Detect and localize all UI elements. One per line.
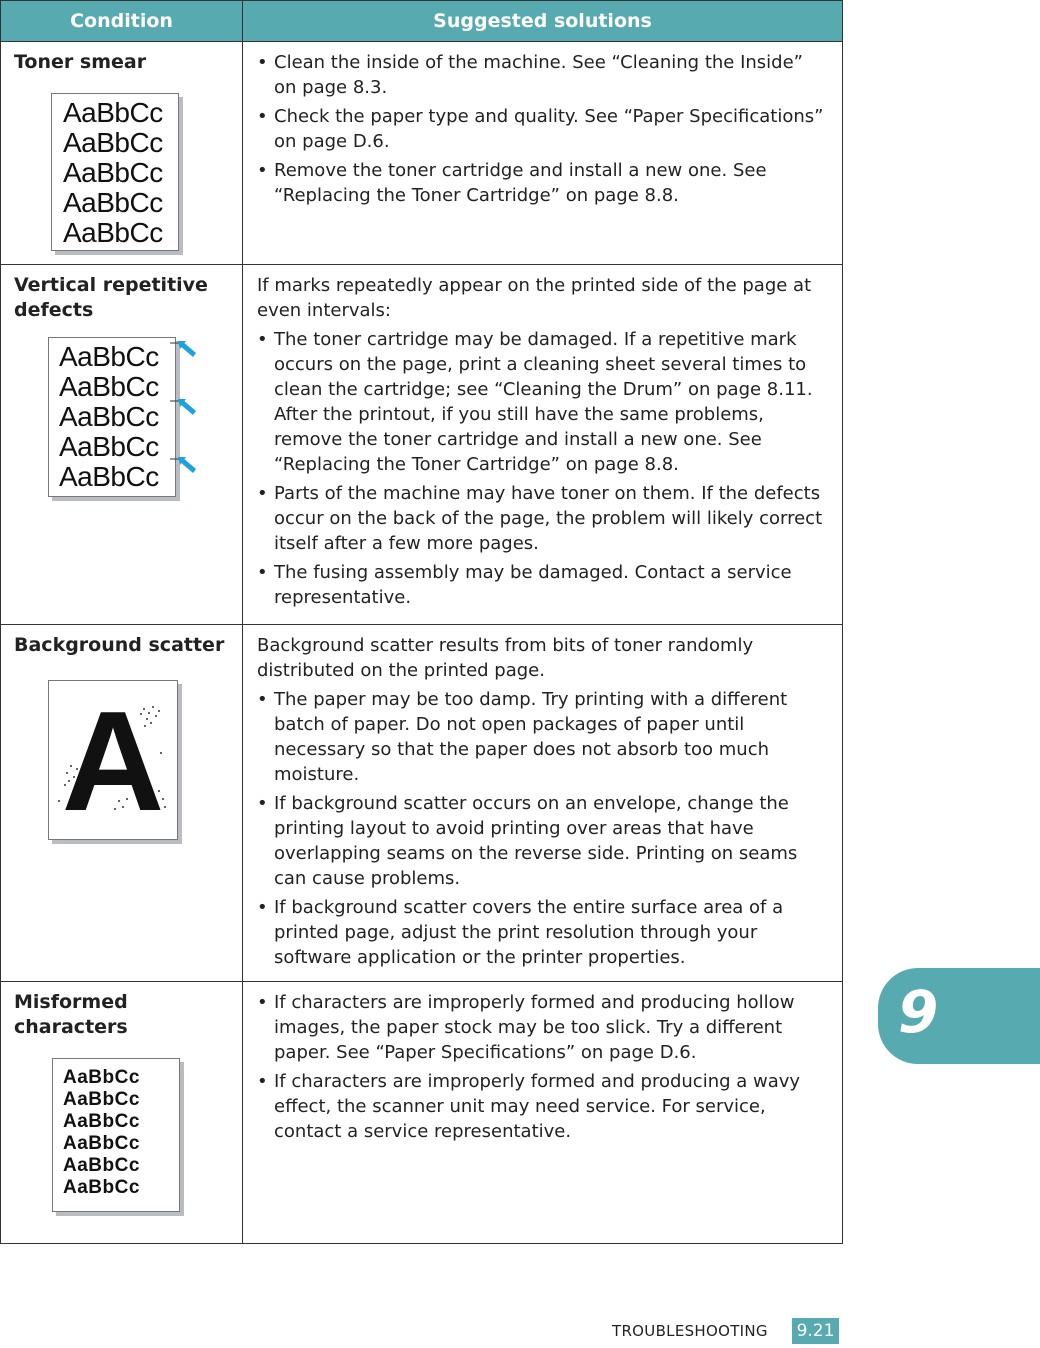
footer-page-number: 9.21	[792, 1318, 839, 1344]
solution-bullet: • If characters are improperly formed and producing a wavy effect, the scanner unit may need service. For service, contact a service representative.	[257, 1069, 830, 1144]
condition-title: Background scatter	[14, 634, 225, 656]
sample-line: AaBbCc	[63, 217, 163, 248]
solution-bullet: • The paper may be too damp. Try printing with a different batch of paper. Do not open packages of paper until necessary so that the paper does not absorb too much moisture.	[257, 687, 830, 787]
solutions-cell	[243, 625, 843, 982]
sample-line: AaBbCc	[63, 1133, 140, 1154]
sample-line: AaBbCc	[63, 157, 163, 188]
sample-line: AaBbCc	[59, 341, 159, 372]
solution-bullet: • If characters are improperly formed and producing hollow images, the paper stock may be too slick. Try a different paper. See “Paper Specifications” on page D.6.	[257, 990, 830, 1065]
table-row	[1, 265, 843, 625]
table-row	[1, 625, 843, 982]
condition-title: Toner smear	[14, 51, 147, 73]
toner-smear-sample-image	[51, 93, 187, 251]
chapter-tab	[878, 968, 1040, 1064]
solution-bullet: • The toner cartridge may be damaged. If a repetitive mark occurs on the page, print a cleaning sheet several times to clean the cartridge; see “Cleaning the Drum” on page 8.11. After the printout, if you still have the same problems, remove the toner cartridge and install a new one. See “Replacing the Toner Cartridge” on page 8.8.	[257, 327, 830, 477]
solution-bullet: • The fusing assembly may be damaged. Contact a service representative.	[257, 560, 830, 610]
sample-letter: A	[61, 682, 165, 840]
table-row	[1, 42, 843, 265]
sample-line: AaBbCc	[59, 371, 159, 402]
header-suggested-solutions: Suggested solutions	[243, 1, 843, 42]
condition-cell	[1, 625, 243, 982]
arrow-icon	[170, 457, 196, 473]
solution-bullet: • Check the paper type and quality. See “Paper Specifications” on page D.6.	[257, 104, 830, 154]
solution-intro: Background scatter results from bits of toner randomly distributed on the printed page.	[257, 635, 754, 681]
arrow-icon	[170, 399, 196, 415]
misformed-characters-sample-image	[52, 1058, 188, 1212]
condition-cell	[1, 42, 243, 265]
sample-line: AaBbCc	[63, 97, 163, 128]
solution-bullet: • Remove the toner cartridge and install a new one. See “Replacing the Toner Cartridge” on page 8.8.	[257, 158, 830, 208]
table-header-row	[1, 1, 843, 42]
defect-arrows	[166, 337, 206, 477]
chapter-number: 9	[898, 978, 939, 1046]
sample-line: AaBbCc	[59, 401, 159, 432]
solutions-cell	[243, 982, 843, 1244]
condition-title: Vertical repetitive defects	[14, 274, 208, 321]
solution-bullet: • Clean the inside of the machine. See “Cleaning the Inside” on page 8.3.	[257, 50, 830, 100]
solution-intro: If marks repeatedly appear on the printed side of the page at even intervals:	[257, 275, 812, 321]
background-scatter-sample-image	[48, 680, 184, 840]
sample-line: AaBbCc	[63, 1111, 140, 1132]
footer-section-title: TROUBLESHOOTING	[612, 1322, 768, 1340]
sample-line: AaBbCc	[63, 1067, 140, 1088]
sample-line: AaBbCc	[63, 1155, 140, 1176]
table-row	[1, 982, 843, 1244]
solutions-cell	[243, 42, 843, 265]
solutions-cell	[243, 265, 843, 625]
solution-bullet: • If background scatter occurs on an envelope, change the printing layout to avoid printing over areas that have overlapping seams on the reverse side. Printing on seams can cause problems.	[257, 791, 830, 891]
solution-bullet: • If background scatter covers the entire surface area of a printed page, adjust the print resolution through your software application or the printer properties.	[257, 895, 830, 970]
vertical-defects-sample-image	[48, 337, 218, 497]
sample-line: AaBbCc	[63, 1089, 140, 1110]
condition-cell	[1, 265, 243, 625]
condition-title: Misformed characters	[14, 991, 128, 1038]
sample-line: AaBbCc	[59, 461, 159, 492]
sample-line: AaBbCc	[63, 187, 163, 218]
condition-cell	[1, 982, 243, 1244]
header-condition: Condition	[1, 1, 243, 42]
sample-line: AaBbCc	[63, 1177, 140, 1198]
arrow-icon	[170, 341, 196, 357]
sample-line: AaBbCc	[59, 431, 159, 462]
solution-bullet: • Parts of the machine may have toner on them. If the defects occur on the back of the page, the problem will likely correct itself after a few more pages.	[257, 481, 830, 556]
sample-line: AaBbCc	[63, 127, 163, 158]
